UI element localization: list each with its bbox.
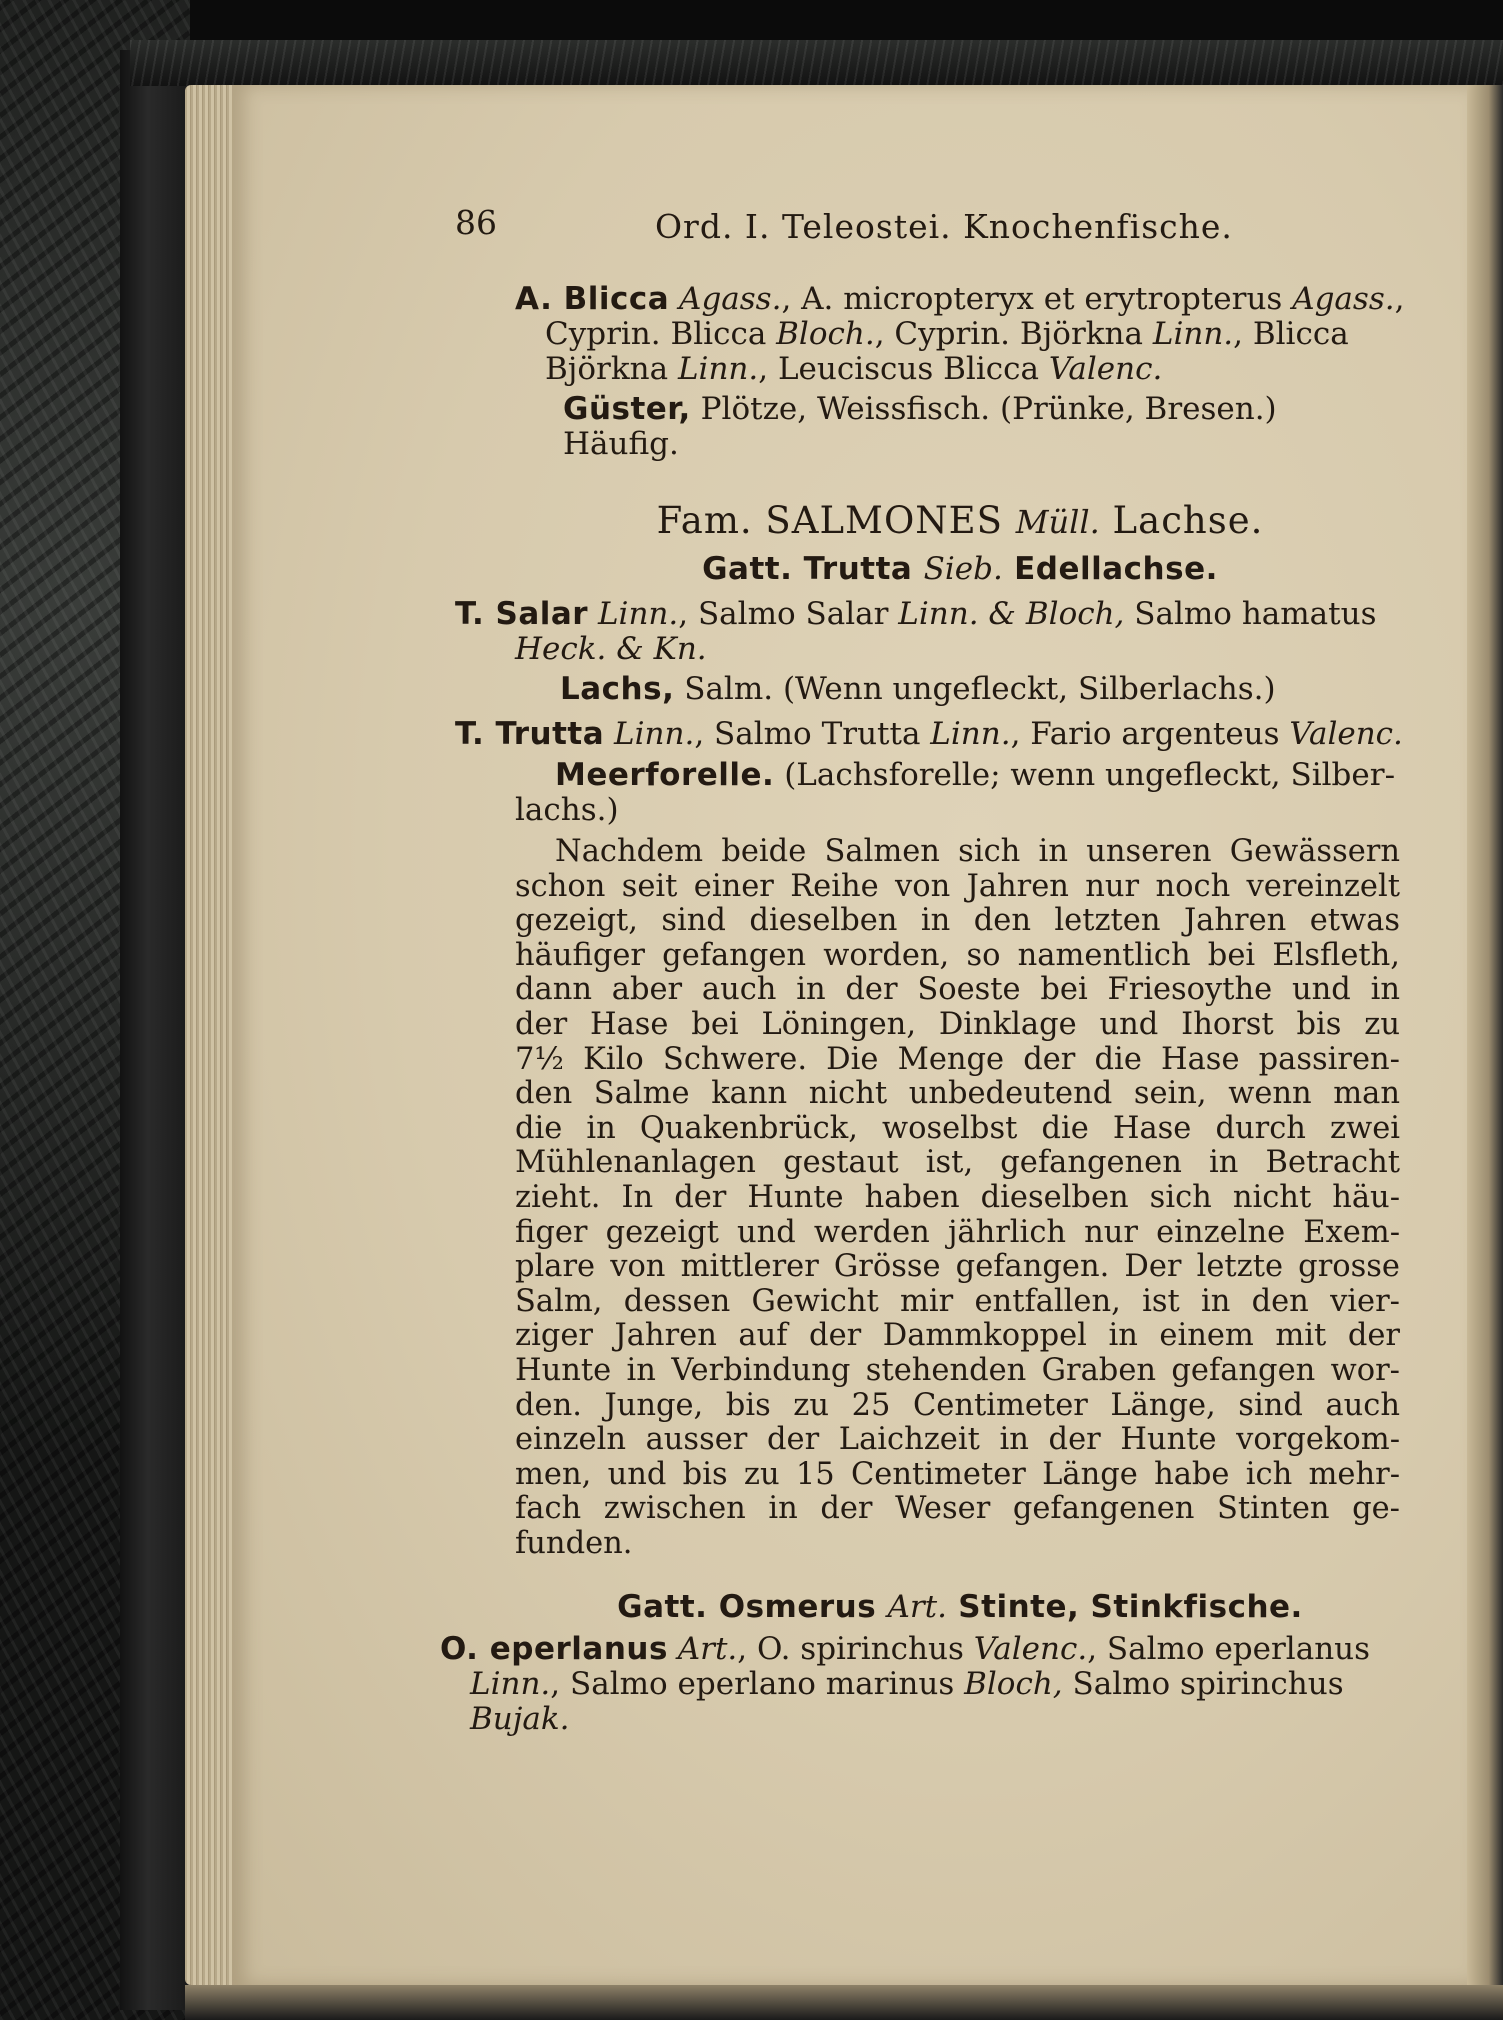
family-suffix: Lachse. bbox=[1099, 499, 1264, 542]
taxon-name: A. bbox=[515, 281, 564, 317]
entry-line bbox=[440, 1632, 1405, 1667]
paragraph-line: men, und bis zu 15 Centimeter Länge habe ich mehr- bbox=[515, 1456, 1400, 1492]
synonym-text: , A. micropteryx et erytropterus bbox=[781, 281, 1293, 317]
family-heading bbox=[515, 499, 1405, 542]
page-number: 86 bbox=[455, 203, 497, 242]
common-name-rest: Salm. (Wenn ungefleckt, Silberlachs.) bbox=[674, 671, 1276, 707]
synonym-text: , Salmo Salar bbox=[678, 596, 899, 632]
entry-line bbox=[440, 1632, 1405, 1737]
paragraph-line: der Hase bei Löningen, Dinklage und Ihorst bis zu bbox=[515, 1006, 1400, 1042]
paragraph-line: zieht. In der Hunte haben dieselben sich nicht häu- bbox=[515, 1179, 1400, 1215]
family-author: Müll. bbox=[1015, 503, 1100, 541]
common-name-line bbox=[455, 672, 1405, 707]
genus-author: Art. bbox=[887, 1589, 947, 1625]
genus-suffix: Edellachse. bbox=[1002, 551, 1218, 587]
author-citation: Valenc. bbox=[1048, 351, 1163, 387]
paragraph-line: Mühlenanlagen gestaut ist, gefangenen in Betracht bbox=[515, 1145, 1400, 1181]
entry-line bbox=[455, 597, 1405, 632]
paragraph-line: figer gezeigt und werden jährlich nur einzelne Exem- bbox=[515, 1214, 1400, 1250]
author-citation: Heck. & Kn. bbox=[515, 631, 707, 667]
entry-eperlanus bbox=[440, 1632, 1405, 1737]
right-page-edge bbox=[1467, 85, 1503, 1985]
entry-blicca bbox=[515, 282, 1405, 387]
synonym-text: Salmo spirinchus bbox=[1062, 1666, 1344, 1702]
author-citation: Valenc. bbox=[973, 1631, 1088, 1667]
author-citation: Linn. bbox=[588, 596, 679, 632]
author-citation: Valenc. bbox=[1289, 716, 1403, 752]
entry-line bbox=[455, 717, 1405, 752]
synonym-text: , Salmo eperlanus bbox=[1087, 1631, 1371, 1667]
common-name: Lachs, bbox=[560, 671, 675, 707]
paragraph-line: Nachdem beide Salmen sich in unseren Gewässern bbox=[555, 834, 1400, 869]
entry-line bbox=[515, 282, 1405, 317]
entry-line bbox=[515, 282, 1405, 387]
occurrence-note: Häufig. bbox=[563, 426, 679, 462]
paragraph-line: den Salme kann nicht unbedeutend sein, wenn man bbox=[515, 1076, 1400, 1112]
paragraph-line: Salm, dessen Gewicht mir entfallen, ist in den vier- bbox=[515, 1283, 1400, 1319]
common-name-rest: (Lachsforelle; wenn ungefleckt, Silber- bbox=[774, 757, 1396, 793]
common-name-line bbox=[563, 392, 1405, 427]
author-citation: Bloch. bbox=[776, 316, 875, 352]
paragraph-line: den. Junge, bis zu 25 Centimeter Länge, sind auch bbox=[515, 1387, 1400, 1423]
author-citation: Linn. bbox=[604, 716, 695, 752]
body-paragraph bbox=[515, 835, 1400, 1561]
common-name-rest: Plötze, Weissfisch. (Prünke, Bresen.) bbox=[690, 391, 1277, 427]
synonym-text: Salmo hamatus bbox=[1124, 596, 1377, 632]
common-name: Meerforelle. bbox=[555, 757, 775, 793]
author-citation: Linn. bbox=[677, 351, 759, 387]
synonym-text: , Salmo Trutta bbox=[694, 716, 931, 752]
paragraph-line: plare von mittlerer Grösse gefangen. Der letzte grosse bbox=[515, 1249, 1400, 1285]
family-prefix: Fam. SALMONES bbox=[656, 499, 1016, 542]
entry-line bbox=[515, 317, 1405, 352]
author-citation: Art. bbox=[667, 1631, 738, 1667]
taxon-name: O. eperlanus bbox=[440, 1631, 668, 1667]
genus-prefix: Gatt. Osmerus bbox=[617, 1589, 888, 1625]
running-header bbox=[455, 203, 1315, 247]
synonym-text: , Cyprin. Björkna bbox=[874, 316, 1153, 352]
paragraph-line: dann aber auch in der Soeste bei Friesoythe und in bbox=[515, 972, 1400, 1008]
cover-edge bbox=[120, 50, 190, 2010]
synonym-text: , Fario argenteus bbox=[1010, 716, 1290, 752]
paragraph-line: die in Quakenbrück, woselbst die Hase durch zwei bbox=[515, 1110, 1400, 1146]
paragraph-line: funden. bbox=[515, 1525, 633, 1561]
entry-line bbox=[455, 632, 1405, 667]
author-citation: Linn. bbox=[1152, 316, 1234, 352]
author-citation: Linn. bbox=[930, 716, 1011, 752]
paragraph-line: ziger Jahren auf der Dammkoppel in einem mit der bbox=[515, 1318, 1400, 1354]
author-citation: Bujak. bbox=[470, 1701, 570, 1737]
entry-line bbox=[440, 1702, 1405, 1737]
author-citation: Bloch, bbox=[964, 1666, 1063, 1702]
genus-suffix: Stinte, Stinkfische. bbox=[947, 1589, 1303, 1625]
synonym-text: , O. spirinchus bbox=[737, 1631, 974, 1667]
paragraph-line: einzeln ausser der Laichzeit in der Hunte vorgekom- bbox=[515, 1422, 1400, 1458]
bottom-page-edge bbox=[185, 1985, 1503, 2020]
synonym-text: Cyprin. Blicca bbox=[545, 316, 777, 352]
paragraph-line: Hunte in Verbindung stehenden Graben gefangen wor- bbox=[515, 1352, 1400, 1388]
common-name-line bbox=[455, 758, 1405, 793]
entry-trutta bbox=[455, 717, 1405, 828]
synonym-text: , Blicca bbox=[1233, 316, 1349, 352]
top-marbled-strip bbox=[130, 40, 1503, 86]
genus-osmerus-heading bbox=[515, 1590, 1405, 1625]
author-citation: Agass. bbox=[669, 281, 782, 317]
paragraph-line: schon seit einer Reihe von Jahren nur noch vereinzelt bbox=[515, 868, 1400, 904]
author-citation: Linn. & Bloch, bbox=[898, 596, 1125, 632]
common-name: Güster, bbox=[563, 391, 691, 427]
synonym-text: , bbox=[1394, 281, 1405, 317]
running-title: Ord. I. Teleostei. Knochenfische. bbox=[655, 207, 1233, 246]
common-name-continuation: lachs.) bbox=[515, 792, 619, 828]
paragraph-line: häufiger gefangen worden, so namentlich bei Elsfleth, bbox=[515, 937, 1400, 973]
genus-author: Sieb. bbox=[923, 551, 1003, 587]
paragraph-line: 7½ Kilo Schwere. Die Menge der die Hase passiren- bbox=[515, 1041, 1400, 1077]
genus-prefix: Gatt. Trutta bbox=[702, 551, 924, 587]
synonym-text: , Salmo eperlano marinus bbox=[550, 1666, 965, 1702]
author-citation: Agass. bbox=[1292, 281, 1395, 317]
paragraph-line: fach zwischen in der Weser gefangenen Stinten ge- bbox=[515, 1491, 1400, 1527]
entry-guester bbox=[563, 392, 1405, 462]
taxon-name: T. Trutta bbox=[455, 716, 605, 752]
entry-salar bbox=[455, 597, 1405, 707]
taxon-name: Blicca bbox=[563, 281, 670, 317]
paragraph-line: gezeigt, sind dieselben in den letzten Jahren etwas bbox=[515, 903, 1400, 939]
entry-line bbox=[440, 1667, 1405, 1702]
entry-line bbox=[515, 352, 1405, 387]
synonym-text: Björkna bbox=[545, 351, 678, 387]
genus-trutta-heading bbox=[515, 552, 1405, 587]
synonym-text: , Leuciscus Blicca bbox=[758, 351, 1049, 387]
author-citation: Linn. bbox=[470, 1666, 551, 1702]
taxon-name: T. Salar bbox=[455, 596, 589, 632]
